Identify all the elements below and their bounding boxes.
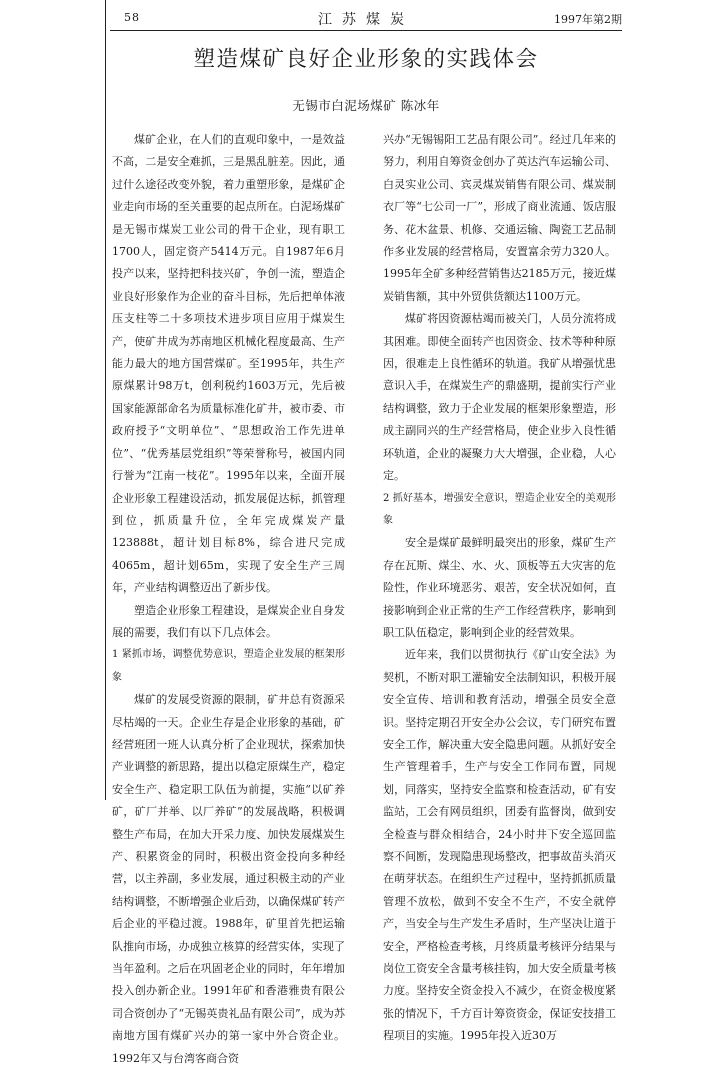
paragraph: 塑造企业形象工程建设，是煤炭企业自身发展的需要，我们有以下几点体会。 (112, 603, 345, 639)
paragraph: 煤矿企业，在人们的直观印象中，一是效益不高，二是安全难抓，三是黑乱脏差。因此，通过什么途径改变外貌，着力重塑形象，是煤矿企业走向市场的至关重要的起点所在。白泥场煤矿是无锡市煤炭工业公司的骨干企业，现有职工1700人，固定资产5414万元。自1987年6月投产以来，坚持把科技兴矿，争创一流，塑造企业良好形象作为企业的奋斗目标，先后把单体液压支柱等二十多项技术进步项目应用于煤炭生产，使矿井成为苏南地区机械化程度最高、生产能力最大的地方国营煤矿。至1995年，共生产原煤累计98万t，创利税约1603万元，先后被国家能源部命名为质量标准化矿井，被市委、市政府授予“文明单位”、“思想政治工作先进单位”、“优秀基层党组织”等荣誉称号，被国内同行誉为“江南一枝花”。1995年以来，全面开展企业形象工程建设活动，抓发展促达标，抓管理到位，抓质量升位，全年完成煤炭产量123888t，超计划目标8%，综合进尺完成4065m，超计划65m，实现了安全生产三周年，产业结构调整迈出了新步伐。 (112, 133, 345, 595)
section-heading: 2 抓好基本，增强安全意识，塑造企业安全的美观形象 (383, 492, 616, 526)
journal-name: 江苏煤炭 (318, 12, 414, 28)
header-rule (110, 30, 622, 31)
paragraph: 煤矿将因资源枯竭而被关门，人员分流将成其困难。即使全面转产也因资金、技术等种种原因，很难走上良性循环的轨道。我矿从增强忧患意识入手，在煤炭生产的鼎盛期，提前实行产业结构调整，致力于企业发展的框架形象塑造，形成主副同兴的生产经营格局，使企业步入良性循环轨道，企业的凝聚力大大增强，企业稳，人心定。 (383, 312, 616, 483)
left-column (112, 129, 345, 1065)
article-title: 塑造煤矿良好企业形象的实践体会 (193, 47, 539, 72)
section-heading: 1 紧抓市场，调整优势意识，塑造企业发展的框架形象 (112, 649, 345, 683)
running-header (110, 7, 622, 31)
article-byline: 无锡市白泥场煤矿 陈冰年 (292, 98, 440, 113)
paragraph: 近年来，我们以贯彻执行《矿山安全法》为契机，不断对职工灌输安全法制知识，积极开展安全宣传、培训和教育活动，增强全员安全意识。坚持定期召开安全办公会议，专门研究布置安全工作，解决重大安全隐患问题。从抓好安全生产管理着手，生产与安全工作同布置，同规划，同落实，坚持安全监察和检查活动，矿有安监站，工会有网员组织，团委有监督岗，做到安全检查与群众相结合，24小时井下安全巡回监察不间断，发现隐患现场整改，把事故苗头消灭在萌芽状态。在组织生产过程中，坚持抓抓质量管理不放松，做到不安全不生产，不安全就停产，当安全与生产发生矛盾时，生产坚决让道于安全，严格检查考核，月终质量考核评分结果与岗位工资安全含量考核挂钩，加大安全质量考核力度。坚持安全资金投入不减少，在资金极度紧张的情况下，千方百计筹资资金，保证安技措工程项目的实施。1995年投入近30万 (383, 648, 616, 1043)
paragraph: 煤矿的发展受资源的限制，矿井总有资源采尽枯竭的一天。企业生存是企业形象的基础，矿经营班团一班人认真分析了企业现状，探索加快产业调整的新思路，提出以稳定原煤生产，稳定安全生产、稳定职工队伍为前提，实施“以矿养矿，矿厂并举、以厂养矿”的发展战略，积极调整生产布局，在加大开采力度、加快发展煤炭生产、积累资金的同时，积极出资金投向多种经营，以主养副，多业发展，通过积极主动的产业结构调整，不断增强企业后劲，以确保煤矿转产后企业的平稳过渡。1988年，矿里首先把运输队推向市场，办成独立核算的经营实体，实现了当年盈利。之后在巩固老企业的同时，年年增加投入创办新企业。1991年矿和香港雅贵有限公司合资创办了“无锡英贵礼品有限公司”，成为苏南地方国有煤矿兴办的第一家中外合资企业。1992年又与台湾客商合资 (112, 693, 345, 1065)
page-number: 58 (124, 11, 140, 24)
left-margin-rule (105, 0, 106, 800)
issue-label: 1997年第2期 (554, 13, 622, 26)
paragraph: 兴办“无锡锡阳工艺品有限公司”。经过几年来的努力，利用自筹资金创办了英达汽车运输公司、白灵实业公司、宾灵煤炭销售有限公司、煤炭制衣厂等“七公司一厂”，形成了商业流通、饭店服务、花木盆景、机修、交通运输、陶瓷工艺品制作多业发展的经营格局，安置富余劳力320人。1995年全矿多种经营销售达2185万元，接近煤炭销售额，其中外贸供货额达1100万元。 (383, 133, 616, 303)
paragraph: 安全是煤矿最鲜明最突出的形象，煤矿生产存在瓦斯、煤尘、水、火、顶板等五大灾害的危险性，作业环境恶劣、艰苦，安全状况如何，直接影响到企业正常的生产工作经营秩序，影响到职工队伍稳定，影响到企业的经营效果。 (383, 536, 616, 639)
right-column (383, 129, 616, 1043)
